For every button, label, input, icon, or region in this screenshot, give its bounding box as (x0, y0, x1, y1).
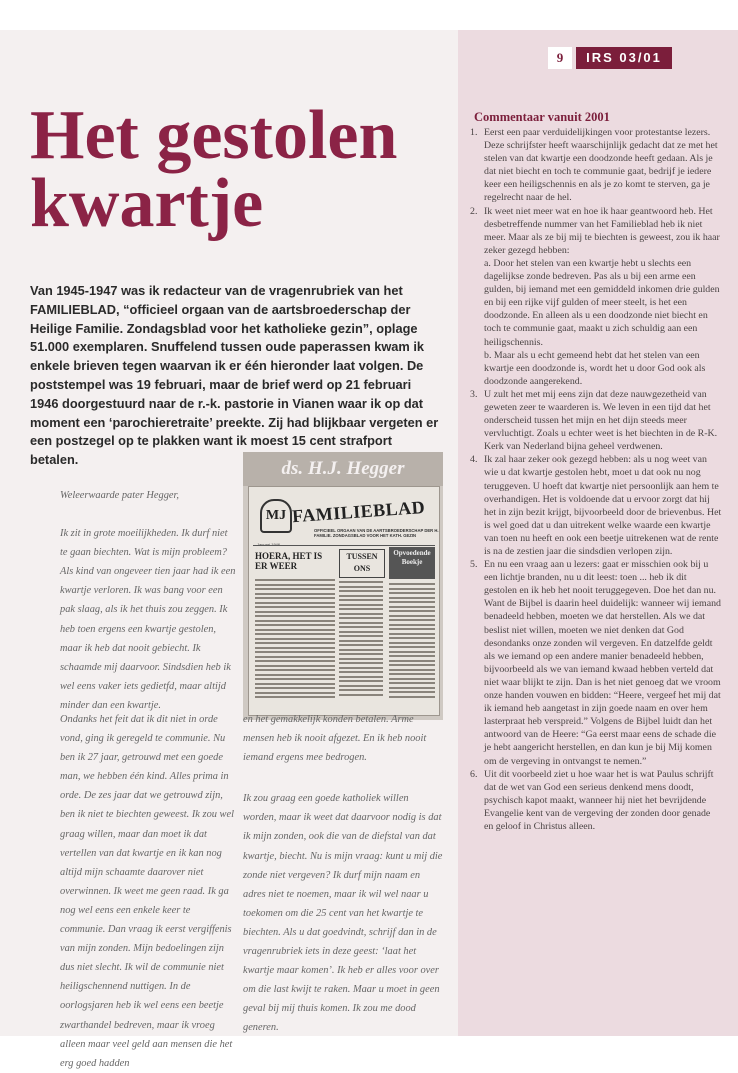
newspaper-clipping (248, 486, 440, 716)
letter-column-1 (60, 486, 236, 715)
commentary-item: 6. Uit dit voorbeeld ziet u hoe waar het is wat Paulus schrijft dat de wet van God een serieus denkend mens doodt, psychisch kapot maakt, wanneer hij niet het bevrijdende Evangelie kent van de vergeving der zonden door genade en geloof in Christus alleen. (470, 768, 714, 832)
letter-paragraph-2: Ondanks het feit dat ik dit niet in orde vond, ging ik geregeld te communie. Nu ben ik 27 jaar, getrouwd met een goede man, we hebben één kind. Alles prima in orde. De zes jaar dat we getrouwd zijn, ben ik niet te biechten geweest. Ik zou wel graag willen, maar dan moet ik dat vertellen van dat kwartje en ik kan nog altijd mijn schaamte daarover niet overwinnen. Ik weet me geen raad. Ik ga nog wel eens een enkele keer te communie. Dan vraag ik eerst vergiffenis van mijn zonden. Mijn bedoelingen zijn dus niet slecht. Ik wil de communie niet heiligschennend nuttigen. In de oorlogsjaren heb ik wel eens een beetje zwarthandel bedreven, maar ik vroeg alleen maar veel geld aan mensen die het erg goed hadden (60, 714, 234, 1069)
commentary-title: Commentaar vanuit 2001 (474, 110, 610, 124)
page (0, 30, 738, 1069)
letter-column-1-continued (60, 710, 236, 1073)
commentary-item: 2. Ik weet niet meer wat en hoe ik haar geantwoord heb. Het desbetreffende nummer van het Familieblad heb ik niet meer. Maar als ze bij mij te biechten is geweest, zou ik haar zeker gezegd hebben: a. Door het stelen van een kwartje hebt u slechts een dagelijkse zonde bedreven. Pas als u bij een arme een gulden, bij iemand met een gemiddeld inkomen drie gulden en bij een rijke vijf gulden of meer steelt, is het een doodzonde. En alleen als u een doodzonde niet biecht en toch te communie gaat, maakt u zich schuldig aan een heiligschennis. b. Maar als u echt gemeend hebt dat het stelen van een kwartje een doodzonde is, wordt het u door God ook als doodzonde aangerekend. (470, 205, 722, 388)
clipping-text-right (389, 583, 435, 700)
masthead-logo: MJ (260, 499, 292, 533)
commentary-item: 3. U zult het met mij eens zijn dat deze nauwgezetheid van geweten zeer te waarderen is. We leven in een tijd dat het onderscheid tussen het mijn en het dijn steeds meer vervluchtigt. Zoals u echter weet is het biechten in de R-K. Kerk van Nederland bijna geheel verdwenen. (470, 388, 718, 453)
masthead (254, 495, 439, 541)
letter-salutation: Weleerwaarde pater Hegger, (60, 490, 179, 501)
clipping-box: TUSSEN ONS (339, 549, 385, 578)
page-number: 9 (548, 47, 572, 69)
intro-paragraph: Van 1945-1947 was ik redacteur van de vragenrubriek van het FAMILIEBLAD, “officieel orgaan van de aartsbroederschap der Heilige Familie. Zondagsblad voor het katholieke gezin”, oplage 51.000 exemplaren. Snuffelend tussen oude paperassen kwam ik enkele brieven tegen waarvan ik er één hieronder laat volgen. De poststempel was 19 februari, maar de brief werd op 21 februari 1946 doorgestuurd naar de r.-k. pastorie in Vianen waar ik op dat moment een ‘parochieretraite’ preekte. Zij had blijkbaar vergeten er een postzegel op te plakken want ik moest 15 cent strafport betalen. (30, 283, 439, 468)
letter-column-2 (243, 710, 443, 1038)
commentary-list (470, 126, 722, 833)
commentary-item: 1. Eerst een paar verduidelijkingen voor protestantse lezers. Deze schrijfster heeft waarschijnlijk gedacht dat ze met het stelen van dat kwartje een doodzonde heeft gedaan. Als je dat niet biecht en toch te communie gaat, bedrijf je iedere keer een heiligschennis en als je zo komt te sterven, ga je regelrecht naar de hel. (470, 127, 718, 204)
newspaper-illustration (243, 452, 443, 720)
masthead-rule (253, 545, 435, 546)
clipping-headline: HOERA, HET IS ER WEER (255, 551, 323, 571)
clipping-text-left (255, 579, 335, 701)
clipping-text-middle (339, 581, 383, 698)
issue-label: IRS 03/01 (576, 47, 672, 69)
title-line-1: Het gestolen (30, 97, 398, 174)
title-line-2: kwartje (30, 165, 264, 242)
letter-paragraph-4: Ik zou graag een goede katholiek willen worden, maar ik weet dat daarvoor nodig is dat ik mijn zonden, ook die van de diefstal van dat kwartje, biecht. Nu is mijn vraag: kunt u mij die zonde niet vergeven? Ik durf mijn naam en adres niet te noemen, maar ik wil wel naar u toekomen om die 25 cent van het kwartje te biechten. Als u dat goedvindt, schrijf dan in de vragenrubriek iets in deze geest: ‘laat het kwartje maar komen’. Ik heb er alles voor over om die last kwijt te raken. Maar u moet in geen geval bij mij thuis komen. Ik zou me dood generen. (243, 793, 443, 1034)
clipping-right-box: Opvoedende Boekje (389, 547, 435, 579)
masthead-title: FAMILIEBLAD (291, 496, 426, 527)
letter-paragraph-1: Ik zit in grote moeilijkheden. Ik durf niet te gaan biechten. Wat is mijn probleem? Als kind van ongeveer tien jaar had ik een kwartje verloren. Ik was bang voor een pak slaag, als ik het thuis zou zeggen. Ik heb toen ergens een kwartje gestolen, maar ik heb dat nooit gebiecht. Ik schaamde mij daarvoor. Sindsdien heb ik wel eens vaker iets gedietfd, maar altijd minder dan een kwartje. (60, 528, 236, 711)
masthead-subtitle: OFFICIEEL ORGAAN VAN DE AARTSBROEDERSCHAP DER H. FAMILIE. ZONDAGSBLAD VOOR HET KATH. GEZIN (314, 528, 439, 538)
commentary-item: 5. En nu een vraag aan u lezers: gaat er misschien ook bij u een lichtje branden, nu u dit leest: toen ... heb ik dit gestolen en ik heb het nooit teruggegeven. Doe het dan nu. Want de Bijbel is daarin heel duidelijk: wanneer wij iemand benadeeld hebben, moeten we dat herstellen. Als we dat beslist niet willen, moeten we niet denken dat God desondanks onze zonden wil vergeven. En datzelfde geldt als we iemand op een andere manier benadeeld hebben, bijvoorbeeld als we van iemand kwaad hebben verteld dat niet waar blijkt te zijn. Dan is het niet genoeg dat we vroom onze handen vouwen en bidden: “Heere, vergeef het mij dat ik iemand heb aangetast in zijn goede naam en over hem lasterpraat heb verspreid.” Volgens de Bijbel luidt dan het antwoord van de Heere: “Ga eerst maar eens de schade die je hebt aangericht herstellen, en dan kun je bij Mij komen om de vergeving in ontvangst te nemen.” (470, 559, 721, 767)
commentary-sub-b: b. Maar als u echt gemeend hebt dat het stelen van een kwartje een doodzonde is, wordt het u door God ook als doodzonde aangerekend. (484, 349, 706, 387)
illustration-heading: ds. H.J. Hegger (243, 452, 443, 486)
letter-paragraph-3: en het gemakkelijk konden betalen. Arme mensen heb ik nooit afgezet. En ik heb nooit iemand ergens mee bedrogen. (243, 714, 427, 764)
commentary-sub-a: a. Door het stelen van een kwartje hebt u slechts een dagelijkse zonde bedreven. Pas als u bij een arme een gulden, bij iemand met een gemiddeld inkomen drie gulden en bij een rijke vijf gulden of meer steelt, is het een doodzonde. En alleen als u een doodzonde niet biecht en toch te communie gaat, maakt u zich schuldig aan een heiligschennis. (484, 257, 720, 348)
article-title (30, 97, 450, 242)
commentary-item: 4. Ik zal haar zeker ook gezegd hebben: als u nog weet van wie u dat kwartje gestolen hebt, moet u dat ook nu nog teruggeven. U hoeft dat kwartje niet persoonlijk aan hem te overhandigen. Het is voldoende dat u ervoor zorgt dat hij het in zijn bezit krijgt, bijvoorbeeld door de brievenbus. Het is wel goed dat u dan uitrekent welke waarde een kwartje van toen nu heeft en ook een beetje uitrekenen wat de rente is na de zestien jaar die sindsdien verlopen zijn. (470, 454, 722, 557)
